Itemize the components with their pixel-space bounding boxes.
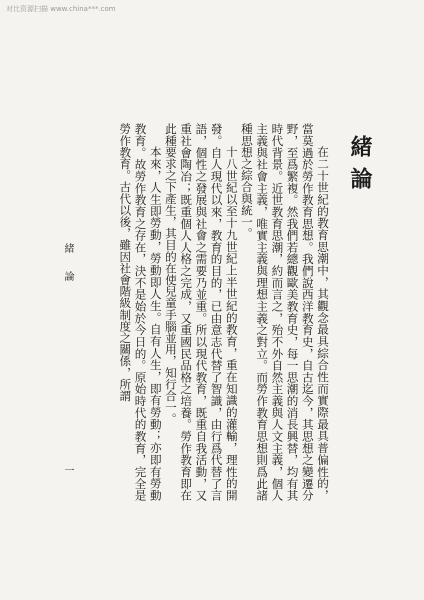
- book-page: [30, 75, 400, 570]
- paragraph: 在二十世紀的教育思潮中，其觀念最具綜合性而實際最具普偏性的，當莫過於勞作教育思想。我們說西洋教育史，自古迄今，其思想之變遷分野，至爲繁複。然我們若總觀歐美教育史，每一思潮的消長興替，均有其時代背景。近世教育思潮，約而言之，殆不外自然主義與人文主義，個人主義與社會主義，唯實主義與理想主義之對立。而勞作教育思想則爲此諸種思想之綜合與統一。: [239, 123, 330, 501]
- body-text: [117, 123, 330, 501]
- paragraph: 本來，人生即勞動，勞動即人生。自有人生，即有勞動；亦即有勞動教育。故勞作教育之存在，決不是始於今日的。原始時代的教育，完全是勞作教育。古代以後，雖因社會階級制度之關係，所謂: [118, 123, 163, 501]
- page-number: 一: [62, 465, 73, 475]
- chapter-title: 緒論: [347, 135, 373, 199]
- watermark: 对比资源扫描 www.china***.com: [6, 5, 116, 13]
- running-head: 緒論: [62, 243, 73, 299]
- paragraph: 十八世紀以至十九世紀上半世紀的教育，重在知識的灌輸，理性的開發。自人現代以來，教育的目的，已由意志代替了智識，由行爲代替了言語，個性之發展與社會之需要乃並重。所以現代教育，既重自我活動，又重社會陶冶；既重個人人格之完成，又重國民品格之培養。勞作教育即在此種要求之下產生，其目的在使兒童手腦並用，知行合一。: [163, 123, 239, 501]
